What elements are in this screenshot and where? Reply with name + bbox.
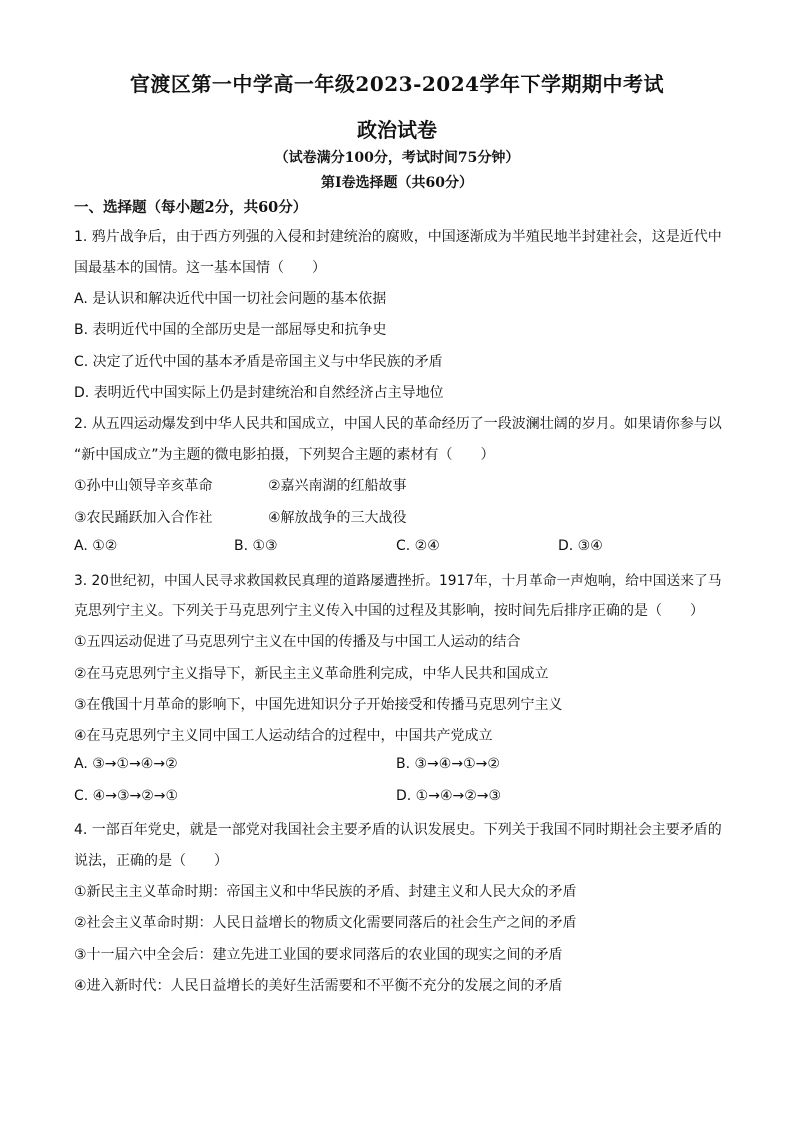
q3-option-d: D. ①→④→②→③ [396,788,502,804]
q4-item-2: ②社会主义革命时期：人民日益增长的物质文化需要同落后的社会生产之间的矛盾 [74,915,577,931]
q2-option-a: A. ①② [74,538,118,554]
q3-item-3: ③在俄国十月革命的影响下，中国先进知识分子开始接受和传播马克思列宁主义 [74,697,563,713]
q2-item-3: ③农民踊跃加入合作社 [74,510,213,526]
q2-option-b: B. ①③ [234,538,278,554]
q3-stem-line2: 克思列宁主义。下列关于马克思列宁主义传入中国的过程及其影响，按时间先后排序正确的是（ ） [74,603,704,619]
q3-option-c: C. ④→③→②→① [74,788,179,804]
part-heading: 第I卷选择题（共60分） [320,175,474,191]
q3-option-a: A. ③→①→④→② [74,756,178,772]
q3-item-2: ②在马克思列宁主义指导下，新民主主义革命胜利完成，中华人民共和国成立 [74,666,549,682]
q2-option-d: D. ③④ [558,538,603,554]
q1-option-d: D. 表明近代中国实际上仍是封建统治和自然经济占主导地位 [74,385,444,401]
q2-stem-line2: “新中国成立”为主题的微电影拍摄，下列契合主题的素材有（ ） [74,447,495,463]
section-heading: 一、选择题（每小题2分，共60分） [74,199,308,216]
q3-item-4: ④在马克思列宁主义同中国工人运动结合的过程中，中国共产党成立 [74,728,493,744]
exam-title: 官渡区第一中学高一年级2023-2024学年下学期期中考试 [129,72,665,96]
q2-stem-line1: 2. 从五四运动爆发到中华人民共和国成立，中国人民的革命经历了一段波澜壮阔的岁月。如果请你参与以 [74,416,722,432]
q1-option-c: C. 决定了近代中国的基本矛盾是帝国主义与中华民族的矛盾 [74,354,443,370]
q1-stem-line1: 1. 鸦片战争后，由于西方列强的入侵和封建统治的腐败，中国逐渐成为半殖民地半封建社会，这是近代中 [74,229,722,245]
q1-option-a: A. 是认识和解决近代中国一切社会问题的基本依据 [74,291,387,307]
q3-option-b: B. ③→④→①→② [396,756,500,772]
exam-note: （试卷满分100分，考试时间75分钟） [274,150,520,166]
q4-stem-line1: 4. 一部百年党史，就是一部党对我国社会主要矛盾的认识发展史。下列关于我国不同时期社会主要矛盾的 [74,822,722,838]
q1-stem-line2: 国最基本的国情。这一基本国情（ ） [74,260,326,276]
q2-item-4: ④解放战争的三大战役 [268,510,407,526]
q1-option-b: B. 表明近代中国的全部历史是一部屈辱史和抗争史 [74,322,387,338]
q2-item-1: ①孙中山领导辛亥革命 [74,478,213,494]
q2-item-2: ②嘉兴南湖的红船故事 [268,478,407,494]
q3-item-1: ①五四运动促进了马克思列宁主义在中国的传播及与中国工人运动的结合 [74,634,521,650]
q4-item-3: ③十一届六中全会后：建立先进工业国的要求同落后的农业国的现实之间的矛盾 [74,947,563,963]
exam-subject: 政治试卷 [357,118,437,142]
q4-item-1: ①新民主主义革命时期：帝国主义和中华民族的矛盾、封建主义和人民大众的矛盾 [74,884,577,900]
q4-item-4: ④进入新时代：人民日益增长的美好生活需要和不平衡不充分的发展之间的矛盾 [74,978,563,994]
q4-stem-line2: 说法，正确的是（ ） [74,853,228,869]
q2-option-c: C. ②④ [396,538,440,554]
q3-stem-line1: 3. 20世纪初，中国人民寻求救国救民真理的道路屡遭挫折。1917年，十月革命一声炮响，给中国送来了马 [74,573,722,589]
